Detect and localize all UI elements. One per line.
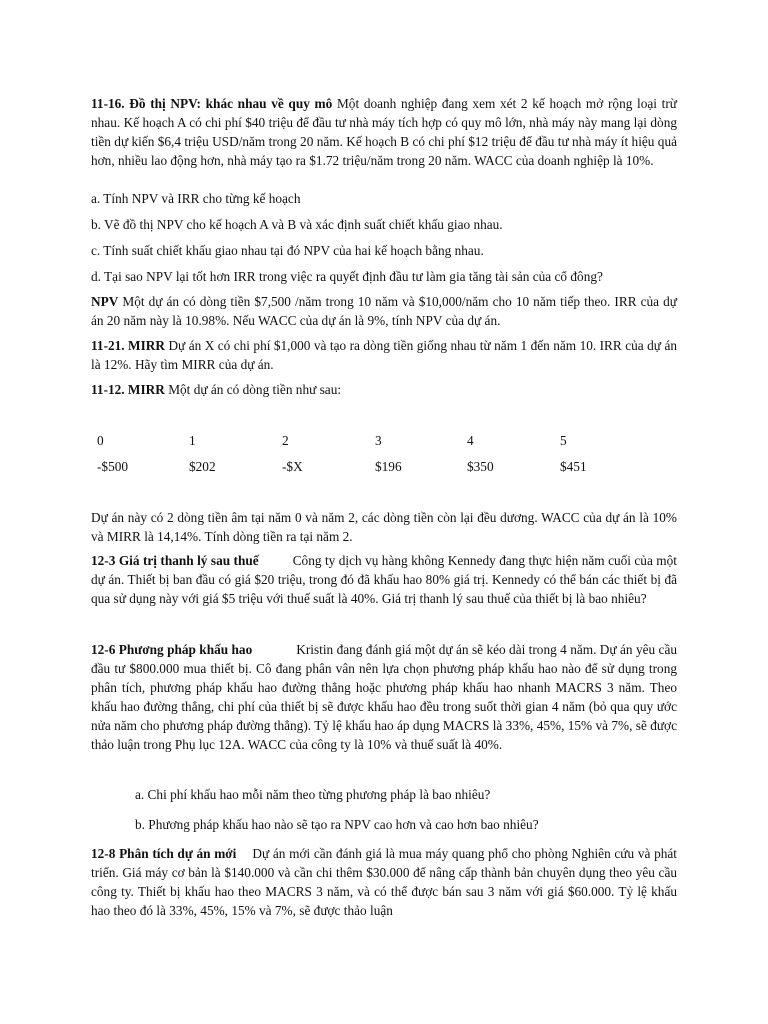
cashflow-cell: -$500	[97, 459, 129, 474]
year-cell: 3	[375, 433, 382, 448]
year-cell: 2	[282, 433, 289, 448]
problem-npv-text: Một dự án có dòng tiền $7,500 /năm trong 10 năm và $10,000/năm cho 10 năm tiếp theo. IRR của dự án 20 năm này là 10.98%. Nếu WACC của dự án là 9%, tính NPV của dự án.	[91, 294, 677, 328]
problem-12-3	[91, 551, 677, 608]
problem-11-12-text: Một dự án có dòng tiền như sau:	[164, 382, 342, 397]
problem-11-12-followup: Dự án này có 2 dòng tiền âm tại năm 0 và năm 2, các dòng tiền còn lại đều dương. WACC của dự án là 10% và MIRR là 14,14%. Tính dòng tiền ra tại năm 2.	[91, 510, 677, 544]
problem-11-12	[91, 380, 677, 399]
problem-12-8-heading: 12-8 Phân tích dự án mới	[91, 846, 237, 861]
problem-11-21-heading: 11-21. MIRR	[91, 338, 165, 353]
problem-11-12-heading: 11-12. MIRR	[91, 382, 165, 397]
question-12-6-b: b. Phương pháp khấu hao nào sẽ tạo ra NPV cao hơn và cao hơn bao nhiêu?	[135, 817, 539, 832]
question-d: d. Tại sao NPV lại tốt hơn IRR trong việc ra quyết định đầu tư làm gia tăng tài sản của cổ đông?	[91, 269, 603, 284]
problem-11-16-heading: 11-16. Đồ thị NPV: khác nhau về quy mô	[91, 96, 333, 111]
year-cell: 4	[467, 433, 474, 448]
question-a: a. Tính NPV và IRR cho từng kế hoạch	[91, 191, 301, 206]
problem-12-3-heading: 12-3 Giá trị thanh lý sau thuế	[91, 553, 259, 568]
cashflow-cell: $196	[375, 459, 402, 474]
cashflow-cell: $202	[189, 459, 216, 474]
problem-11-21	[91, 336, 677, 374]
question-12-6-a: a. Chi phí khấu hao mỗi năm theo từng phương pháp là bao nhiêu?	[135, 787, 491, 802]
question-c: c. Tính suất chiết khấu giao nhau tại đó NPV của hai kế hoạch bằng nhau.	[91, 243, 484, 258]
cashflow-cell: $451	[560, 459, 587, 474]
problem-12-8	[91, 844, 677, 920]
year-cell: 1	[189, 433, 196, 448]
problem-12-6-text: Kristin đang đánh giá một dự án sẽ kéo dài trong 4 năm. Dự án yêu cầu đầu tư $800.000 mua thiết bị. Cô đang phân vân nên lựa chọn phương pháp khấu hao nào để sử dụng trong phân tích, phương pháp khấu hao đường thẳng hoặc phương pháp khấu hao nhanh MACRS 3 năm. Theo khấu hao đường thẳng, chi phí của thiết bị sẽ được khấu hao đều trong suốt thời gian 4 năm (bỏ qua quy ước nửa năm cho phương pháp đường thẳng). Tỷ lệ khấu hao áp dụng MACRS là 33%, 45%, 15% và 7%, sẽ được thảo luận trong Phụ lục 12A. WACC của công ty là 10% và thuế suất là 40%.	[91, 642, 678, 752]
problem-12-3-text: Công ty dịch vụ hàng không Kennedy đang thực hiện năm cuối của một dự án. Thiết bị ban đầu có giá $20 triệu, trong đó đã khấu hao 80% giá trị. Kennedy có thể bán các thiết bị đã qua sử dụng này với giá $5 triệu với thuế suất là 40%. Giá trị thanh lý sau thuế của thiết bị là bao nhiêu?	[91, 553, 677, 606]
problem-npv	[91, 292, 677, 330]
year-cell: 0	[97, 433, 104, 448]
question-b: b. Vẽ đồ thị NPV cho kế hoạch A và B và xác định suất chiết khấu giao nhau.	[91, 217, 503, 232]
problem-12-6-heading: 12-6 Phương pháp khấu hao	[91, 642, 253, 657]
cashflow-cell: -$X	[282, 459, 303, 474]
problem-npv-heading: NPV	[91, 294, 119, 309]
problem-12-6	[91, 640, 677, 754]
problem-12-8-text: Dự án mới cần đánh giá là mua máy quang phổ cho phòng Nghiên cứu và phát triển. Giá máy cơ bản là $140.000 và cần chi thêm $30.000 để nâng cấp thành bản chuyên dụng theo yêu cầu công ty. Thiết bị khấu hao theo MACRS 3 năm, và có thể được bán sau 3 năm với giá $60.000. Tỷ lệ khấu hao theo đó là 33%, 45%, 15% và 7%, sẽ được thảo luận	[91, 846, 677, 918]
cashflow-cell: $350	[467, 459, 494, 474]
problem-11-16	[91, 94, 677, 170]
problem-11-21-text: Dự án X có chi phí $1,000 và tạo ra dòng tiền giống nhau từ năm 1 đến năm 10. IRR của dự án là 12%. Hãy tìm MIRR của dự án.	[91, 338, 677, 372]
problem-11-16-text: Một doanh nghiệp đang xem xét 2 kế hoạch mở rộng loại trừ nhau. Kế hoạch A có chi phí $40 triệu để đầu tư nhà máy tích hợp có quy mô lớn, nhà máy này mang lại dòng tiền dự kiến $6,4 triệu USD/năm trong 20 năm. Kế hoạch B có chi phí $12 triệu để đầu tư nhà máy ít hiệu quả hơn, nhiều lao động hơn, nhà máy tạo ra $1.72 triệu/năm trong 20 năm. WACC của doanh nghiệp là 10%.	[91, 96, 678, 168]
year-cell: 5	[560, 433, 567, 448]
